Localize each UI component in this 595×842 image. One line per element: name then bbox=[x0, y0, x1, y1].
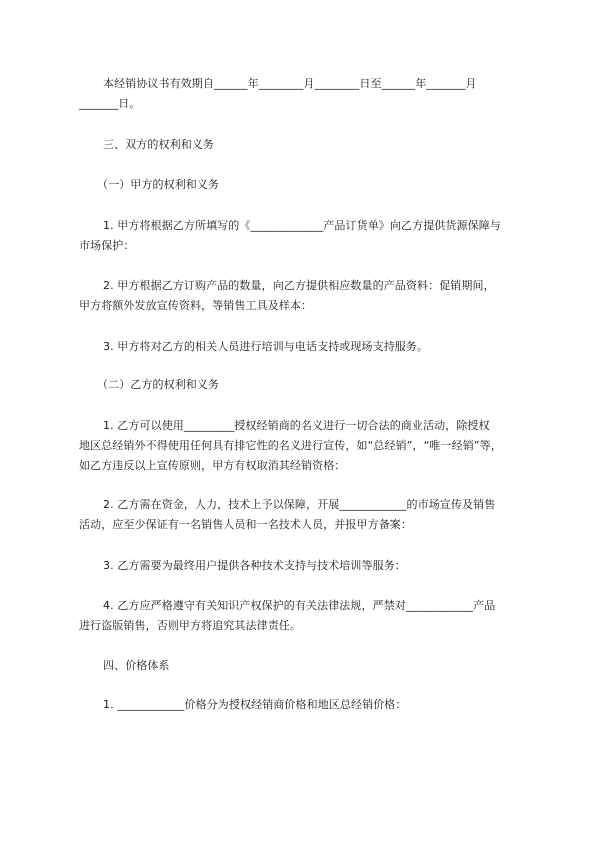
party-b-item-1-line-1: 1. 乙方可以使用_________授权经销商的名义进行一切合法的商业活动，除授权 bbox=[103, 419, 490, 432]
party-b-item-1-line-2: 地区总经销外不得使用任何具有排它性的名义进行宣传，如“总经销”，“唯一经销”等， bbox=[79, 439, 502, 452]
party-a-item-1-line-2: 市场保护： bbox=[79, 239, 135, 252]
party-a-item-1-line-1: 1. 甲方将根据乙方所填写的《_____________产品订货单》向乙方提供货源保障与 bbox=[103, 219, 501, 232]
section-4-heading: 四、价格体系 bbox=[103, 659, 170, 672]
party-b-item-3: 3. 乙方需要为最终用户提供各种技术支持与技术培训等服务： bbox=[103, 559, 406, 572]
party-b-item-1-line-3: 如乙方违反以上宣传原则，甲方有权取消其经销资格： bbox=[79, 459, 346, 472]
validity-line-2: _______日。 bbox=[79, 97, 141, 110]
validity-line-1: 本经销协议书有效期自______年________月________日至______年_______月 bbox=[103, 77, 477, 90]
party-a-heading: （一）甲方的权利和义务 bbox=[97, 178, 220, 191]
section-4-item-1: 1. ____________价格分为授权经销商价格和地区总经销价格： bbox=[103, 698, 407, 711]
party-b-item-4-line-2: 进行盗版销售，否则甲方将追究其法律责任。 bbox=[79, 619, 301, 632]
party-b-item-4-line-1: 4. 乙方应严格遵守有关知识产权保护的有关法律法规，严禁对____________产品 bbox=[103, 599, 496, 612]
party-a-item-2-line-2: 甲方将额外发放宣传资料，等销售工具及样本： bbox=[79, 299, 313, 312]
party-a-item-3: 3. 甲方将对乙方的相关人员进行培训与电话支持或现场支持服务。 bbox=[103, 340, 429, 353]
party-b-item-2-line-1: 2. 乙方需在资金，人力，技术上予以保障，开展____________的市场宣传及销售 bbox=[103, 498, 496, 511]
party-a-item-2-line-1: 2. 甲方根据乙方订购产品的数量，向乙方提供相应数量的产品资料：促销期间， bbox=[103, 279, 495, 292]
party-b-item-2-line-2: 活动，应至少保证有一名销售人员和一名技术人员，并报甲方备案： bbox=[79, 518, 412, 531]
party-b-heading: （二）乙方的权利和义务 bbox=[97, 378, 220, 391]
section-3-heading: 三、双方的权利和义务 bbox=[103, 138, 214, 151]
